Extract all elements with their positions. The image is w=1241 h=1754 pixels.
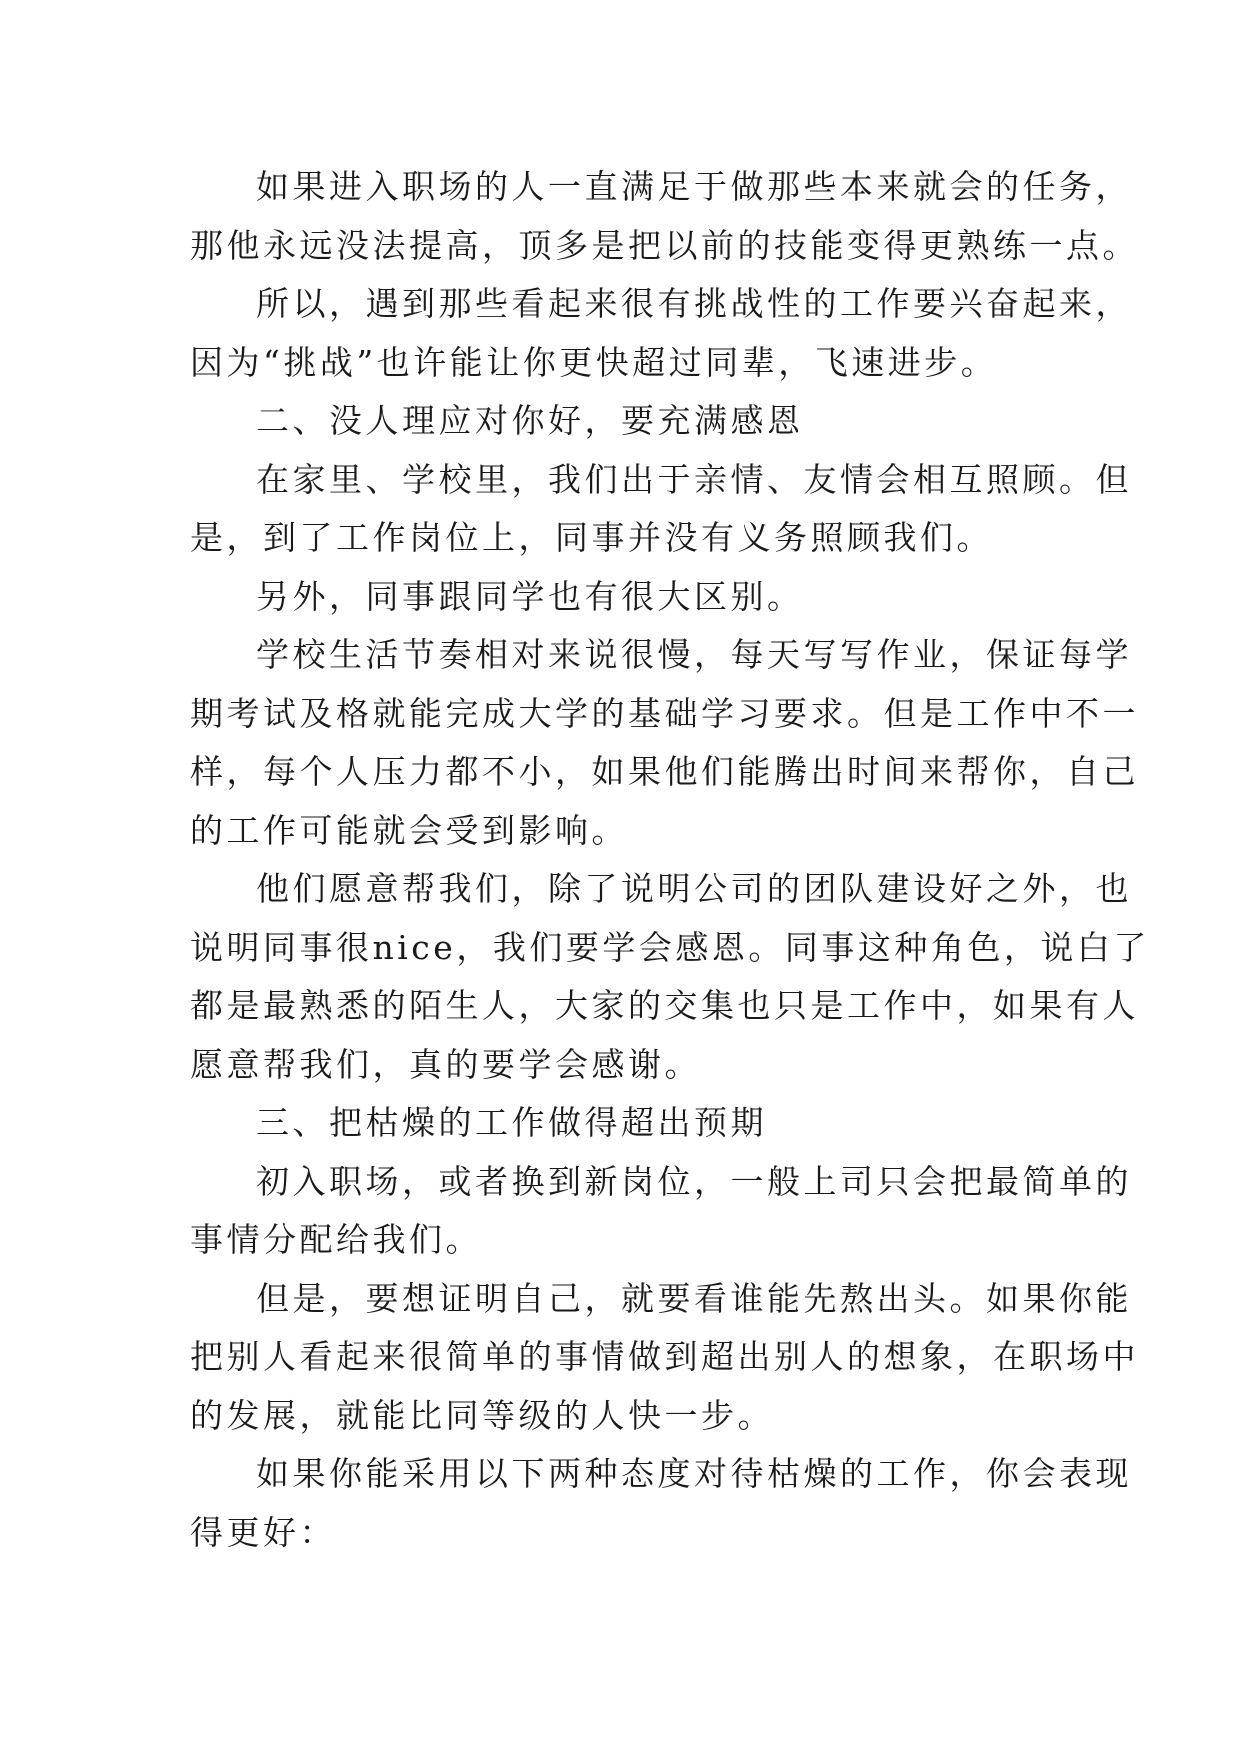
paragraph <box>190 1270 1139 1446</box>
text-line: 如果进入职场的人一直满足于做那些本来就会的任务， <box>256 167 1132 206</box>
paragraph <box>190 568 1060 627</box>
text-line: 愿意帮我们，真的要学会感谢。 <box>190 1044 701 1084</box>
text-line: 初入职场，或者换到新岗位，一般上司只会把最简单的 <box>256 1161 1132 1201</box>
paragraph <box>190 1153 1132 1270</box>
paragraph <box>190 158 1139 275</box>
paragraph <box>190 451 1132 568</box>
text-line: 期考试及格就能完成大学的基础学习要求。但是工作中不一 <box>190 693 1139 733</box>
heading-line: 二、没人理应对你好，要充满感恩 <box>256 401 804 440</box>
document-body <box>190 158 1150 1562</box>
text-line: 把别人看起来很简单的事情做到超出别人的想象，在职场中 <box>190 1337 1139 1376</box>
text-line: 的发展，就能比同等级的人快一步。 <box>190 1395 774 1435</box>
paragraph <box>190 860 1150 1094</box>
text-line: 是，到了工作岗位上，同事并没有义务照顾我们。 <box>190 518 993 557</box>
text-line: 的工作可能就会受到影响。 <box>190 810 628 850</box>
text-line: 样，每个人压力都不小，如果他们能腾出时间来帮你，自己 <box>190 752 1139 791</box>
paragraph <box>190 1445 1132 1562</box>
heading-line: 三、把枯燥的工作做得超出预期 <box>256 1103 767 1142</box>
text-line: 说明同事很nice，我们要学会感恩。同事这种角色，说白了 <box>190 927 1150 967</box>
paragraph <box>190 275 1132 392</box>
text-line: 得更好： <box>190 1512 336 1552</box>
text-line: 但是，要想证明自己，就要看谁能先熬出头。如果你能 <box>256 1278 1132 1318</box>
section-heading <box>190 392 1060 451</box>
text-line: 因为“挑战”也许能让你更快超过同辈，飞速进步。 <box>190 342 998 382</box>
text-line: 如果你能采用以下两种态度对待枯燥的工作，你会表现 <box>256 1454 1132 1493</box>
section-heading <box>190 1094 1060 1153</box>
text-line: 事情分配给我们。 <box>190 1220 482 1259</box>
text-line: 学校生活节奏相对来说很慢，每天写写作业，保证每学 <box>256 635 1132 674</box>
text-line: 所以，遇到那些看起来很有挑战性的工作要兴奋起来， <box>256 284 1132 323</box>
text-line: 另外，同事跟同学也有很大区别。 <box>256 576 804 616</box>
text-line: 那他永远没法提高，顶多是把以前的技能变得更熟练一点。 <box>190 225 1139 265</box>
text-line: 他们愿意帮我们，除了说明公司的团队建设好之外，也 <box>256 869 1132 908</box>
text-line: 都是最熟悉的陌生人，大家的交集也只是工作中，如果有人 <box>190 986 1139 1025</box>
paragraph <box>190 626 1139 860</box>
text-line: 在家里、学校里，我们出于亲情、友情会相互照顾。但 <box>256 459 1132 499</box>
